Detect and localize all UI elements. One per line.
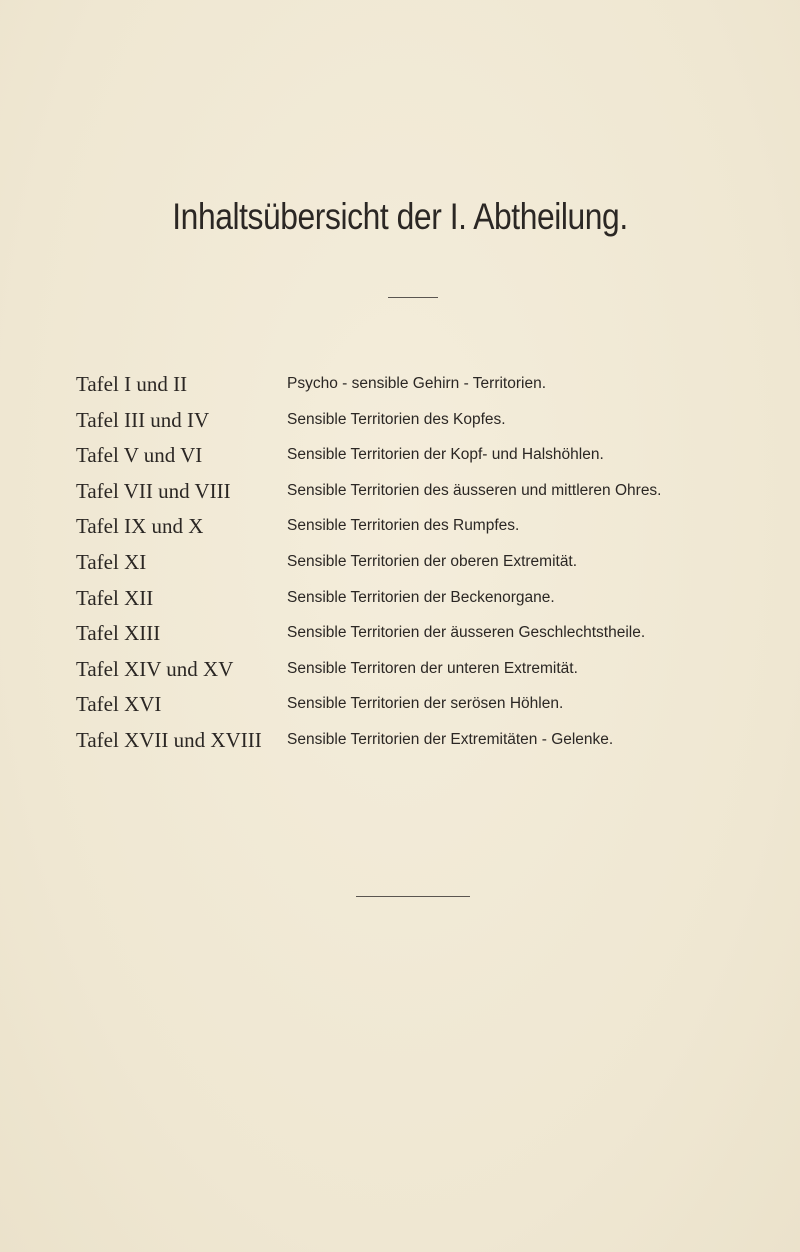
plate-label: Tafel XVII und XVIII — [76, 727, 262, 752]
toc-entry — [76, 479, 756, 515]
plate-label: Tafel I und II — [76, 372, 188, 396]
toc-entry — [76, 586, 756, 622]
plate-description: Sensible Territorien der serösen Höhlen. — [287, 695, 564, 713]
toc-entry — [76, 657, 756, 693]
plate-label: Tafel XIV und XV — [76, 656, 234, 681]
plate-label: Tafel VII und VIII — [76, 478, 231, 503]
toc-entry — [76, 550, 756, 586]
plate-label: Tafel XIII — [76, 621, 161, 646]
toc-entry — [76, 621, 756, 657]
toc-entry — [76, 692, 756, 728]
plate-description: Psycho - sensible Gehirn - Territorien. — [287, 375, 547, 392]
plate-label: Tafel IX und X — [76, 514, 204, 539]
plate-description: Sensible Territorien der Extremitäten - Gelenke. — [287, 730, 614, 748]
toc-entry — [76, 408, 756, 444]
page-title: Inhaltsübersicht der I. Abtheilung. — [172, 196, 628, 237]
plate-label: Tafel XI — [76, 549, 147, 574]
plate-description: Sensible Territorien der Kopf- und Halshöhlen. — [287, 446, 604, 464]
toc-entry — [76, 514, 756, 550]
plate-description: Sensible Territorien des Rumpfes. — [287, 517, 520, 535]
closing-divider — [356, 896, 470, 897]
table-of-contents — [76, 372, 756, 764]
plate-description: Sensible Territorien der äusseren Geschlechtstheile. — [287, 624, 646, 642]
plate-label: Tafel XVI — [76, 692, 162, 717]
toc-entry — [76, 372, 756, 408]
toc-entry — [76, 443, 756, 479]
plate-description: Sensible Territorien des äusseren und mittleren Ohres. — [287, 481, 662, 499]
title-divider — [388, 297, 438, 298]
plate-label: Tafel III und IV — [76, 407, 210, 432]
plate-label: Tafel V und VI — [76, 443, 203, 468]
plate-description: Sensible Territoren der unteren Extremität. — [287, 659, 578, 677]
plate-label: Tafel XII — [76, 585, 154, 610]
plate-description: Sensible Territorien der Beckenorgane. — [287, 588, 555, 606]
plate-description: Sensible Territorien des Kopfes. — [287, 410, 506, 428]
plate-description: Sensible Territorien der oberen Extremität. — [287, 552, 578, 570]
toc-entry — [76, 728, 756, 764]
